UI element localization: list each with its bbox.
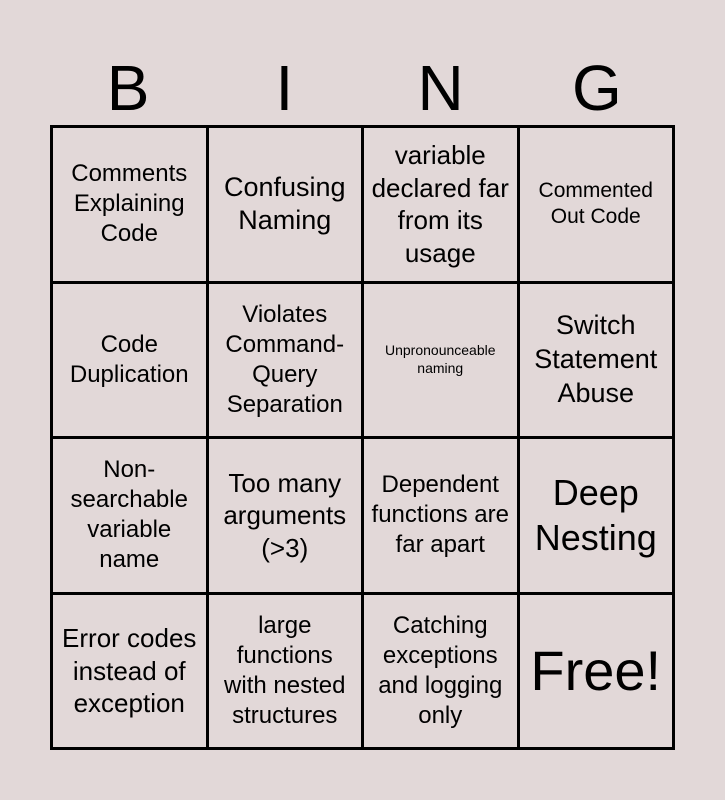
header-letter-b: B xyxy=(106,52,150,124)
cell-text: Error codes instead of exception xyxy=(62,623,197,718)
bingo-cell[interactable] xyxy=(364,128,517,281)
cell-text: Too many arguments (>3) xyxy=(223,467,347,563)
bingo-cell[interactable] xyxy=(364,439,517,592)
cell-text: Code Duplication xyxy=(69,330,189,388)
cell-text: large functions with nested structures xyxy=(224,611,346,729)
bingo-cell[interactable] xyxy=(209,595,362,748)
cell-text: Commented Out Code xyxy=(538,179,653,229)
bingo-cell[interactable] xyxy=(209,128,362,281)
cell-text: Confusing Naming xyxy=(223,171,346,236)
bingo-cell[interactable] xyxy=(53,439,206,592)
bingo-cell[interactable] xyxy=(364,595,517,748)
header-letter-n: N xyxy=(417,52,464,124)
free-cell-text: Free! xyxy=(530,638,662,702)
bingo-cell[interactable] xyxy=(53,595,206,748)
free-cell[interactable] xyxy=(520,595,673,748)
cell-text: Dependent functions are far apart xyxy=(371,471,509,559)
cell-text: Violates Command-Query Separation xyxy=(225,300,345,418)
bingo-cell[interactable] xyxy=(520,284,673,437)
bingo-header xyxy=(50,52,675,124)
bingo-cell[interactable] xyxy=(364,284,517,437)
cell-text: Catching exceptions and logging only xyxy=(378,611,503,729)
bingo-cell[interactable] xyxy=(520,128,673,281)
header-letter-i: I xyxy=(275,52,294,124)
bingo-cell[interactable] xyxy=(209,284,362,437)
bingo-cell[interactable] xyxy=(209,439,362,592)
bingo-board xyxy=(50,125,675,750)
cell-text: Deep Nesting xyxy=(534,472,657,559)
cell-text: Non-searchable variable name xyxy=(70,456,188,574)
cell-text: Switch Statement Abuse xyxy=(534,310,658,408)
cell-text: Comments Explaining Code xyxy=(71,160,188,248)
bingo-cell[interactable] xyxy=(53,284,206,437)
bingo-cell[interactable] xyxy=(520,439,673,592)
header-letter-g: G xyxy=(571,52,622,124)
cell-text: Unpronounceable naming xyxy=(384,342,496,376)
bingo-cell[interactable] xyxy=(53,128,206,281)
cell-text: variable declared far from its usage xyxy=(371,140,509,268)
